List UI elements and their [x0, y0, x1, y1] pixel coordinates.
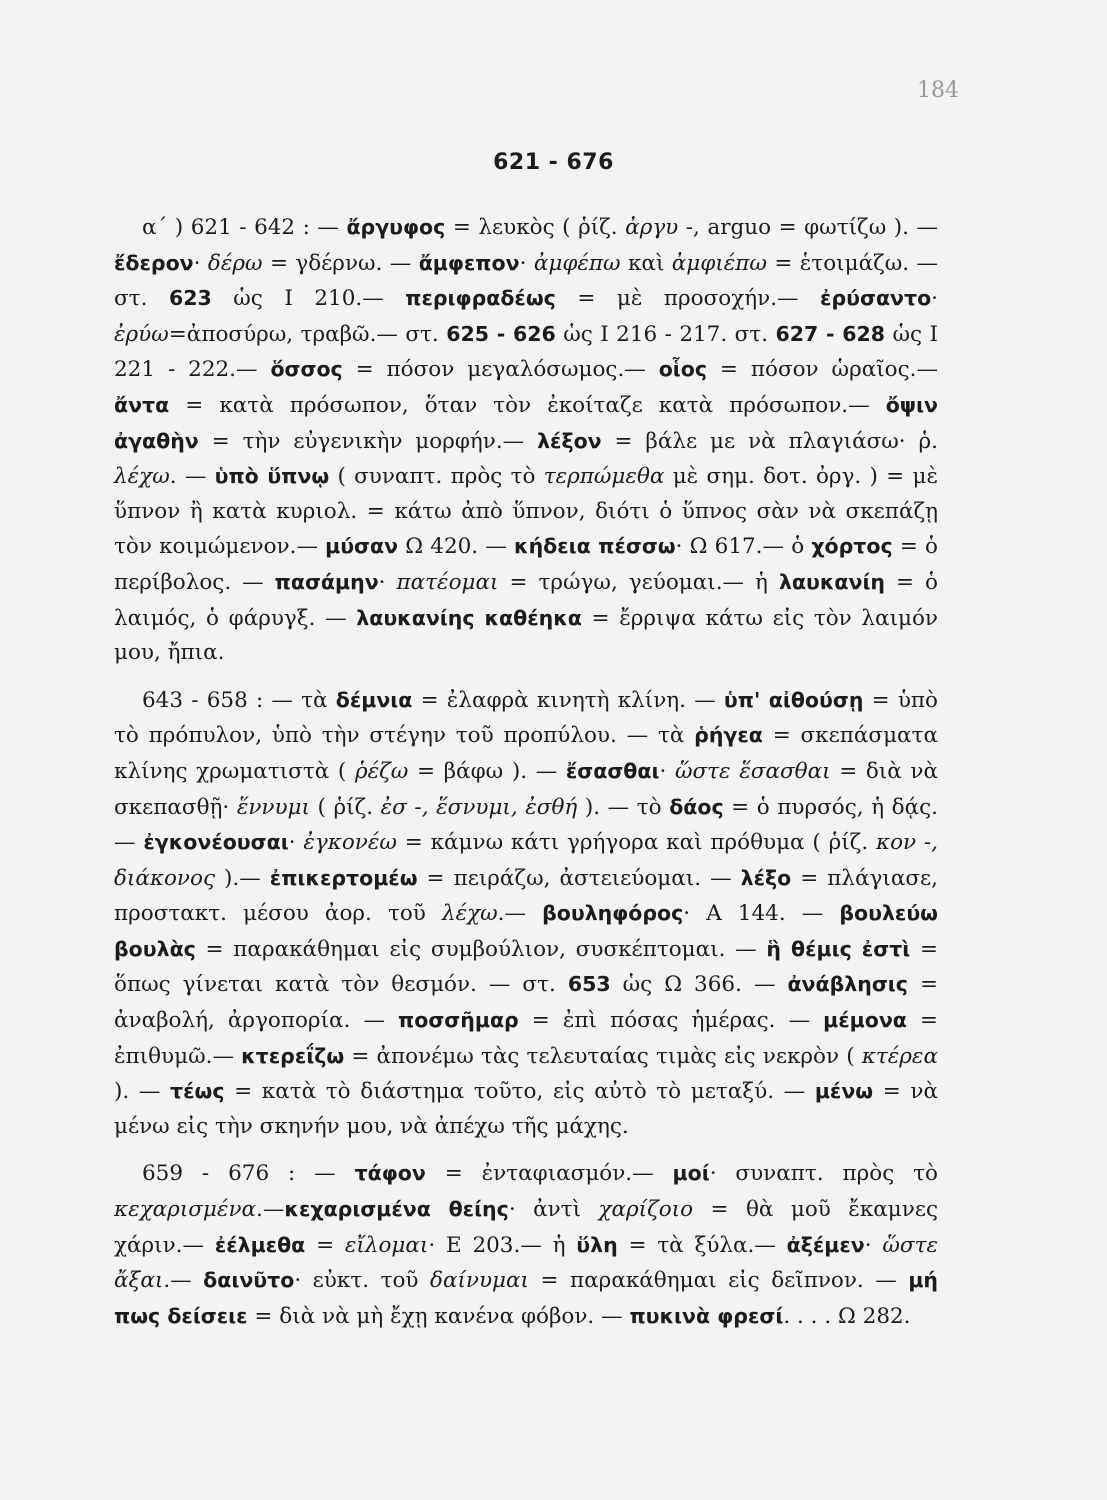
headword: ἣ θέμις ἐστὶ	[766, 936, 911, 961]
headword: 627 - 628	[775, 321, 886, 346]
gloss-text: · Ω 617.— ὁ	[675, 534, 812, 560]
gloss-text: = διὰ νὰ μὴ ἔχῃ κανένα φόβον. —	[247, 1303, 630, 1329]
gloss-text: ὡς Ι 216 - 217. στ.	[555, 321, 776, 347]
gloss-text: · ἀντὶ	[508, 1197, 599, 1223]
headword: λαυκανίης καθέηκα	[356, 605, 582, 630]
gloss-text: = πόσον ὡραῖος.—	[707, 357, 938, 383]
headword: βουλεύω βουλὰς	[114, 901, 938, 961]
italic-term: κτέρεα	[861, 1043, 938, 1069]
gloss-text: = πλάγιασε, προστακτ. μέσου ἀορ. τοῦ	[114, 865, 939, 927]
italic-term: εἴλομαι	[344, 1232, 429, 1258]
gloss-text: = μὲ προσοχήν.—	[555, 286, 821, 312]
headword: ἄντα	[114, 392, 170, 417]
gloss-text: = βάλε με νὰ πλαγιάσω· ῥ.	[601, 428, 938, 454]
gloss-text: · εὐκτ. τοῦ	[294, 1268, 430, 1294]
italic-term: πατέομαι	[396, 569, 499, 595]
headword: οἷος	[658, 357, 708, 382]
gloss-text: = πειράζω, ἀστειεύομαι. —	[417, 865, 741, 891]
headword: μένω	[814, 1079, 874, 1104]
paragraph	[114, 683, 938, 1145]
headword: πυκινὰ φρεσί	[629, 1303, 784, 1328]
commentary-text	[114, 210, 938, 1334]
gloss-text: ὡς Ω 366. —	[610, 972, 788, 998]
gloss-text: = ἀπονέμω τὰς τελευταίας τιμὰς εἰς νεκρὸν (	[344, 1043, 862, 1069]
headword: κήδεια πέσσω	[514, 534, 676, 559]
headword: ἀνάβλησις	[787, 972, 908, 997]
gloss-text: = ὅπως γίνεται κατὰ τὸν θεσμόν. — στ.	[114, 936, 938, 998]
headword: ἐγκονέουσαι	[143, 830, 289, 855]
gloss-text: ). —	[114, 1079, 171, 1105]
gloss-text: ·	[519, 250, 534, 276]
headword: ἔδερον	[114, 250, 194, 275]
gloss-text: = νὰ μένω εἰς τὴν σκηνήν μου, νὰ ἀπέχω τῆς μάχης.	[114, 1079, 938, 1139]
headword: ἄμφεπον	[418, 250, 520, 275]
gloss-text: .—	[497, 901, 543, 927]
gloss-text: = ἐνταφιασμόν.—	[425, 1161, 673, 1187]
gloss-text: . —	[169, 464, 215, 490]
gloss-text: = ἐπὶ πόσας ἡμέρας. —	[518, 1008, 824, 1034]
gloss-text: = γδέρνω. —	[262, 250, 419, 276]
gloss-text: 643 - 658 : — τὰ	[142, 687, 336, 713]
gloss-text: = πόσον μεγαλόσωμος.—	[342, 357, 659, 383]
headword: λέξο	[740, 865, 792, 890]
gloss-text: = κατὰ πρόσωπον, ὅταν τὸν ἐκοίταζε κατὰ πρόσωπον.—	[169, 392, 886, 418]
gloss-text: = ἀναβολή, ἀργοπορία. —	[114, 972, 938, 1034]
headword: ῥήγεα	[694, 723, 763, 748]
gloss-text: = ἐπιθυμῶ.—	[114, 1008, 938, 1069]
headword: περιφραδέως	[405, 286, 556, 311]
italic-term: ὥστε ἕσασθαι	[674, 758, 831, 784]
gloss-text: α΄ ) 621 - 642 : —	[142, 215, 347, 240]
italic-term: ὥστε ἄξαι	[114, 1232, 939, 1294]
gloss-text: ὡς Ι 210.—	[211, 286, 406, 312]
headword: χόρτος	[811, 534, 893, 559]
italic-term: λέχω	[441, 901, 498, 927]
gloss-text: = βάφω ). —	[408, 758, 566, 784]
gloss-text: · Α 144. —	[683, 901, 840, 927]
italic-term: κον -, διάκονος	[114, 830, 939, 891]
gloss-text: = τὴν εὐγενικὴν μορφήν.—	[198, 428, 538, 454]
headword: ἐέλμεθα	[214, 1232, 306, 1257]
headword: τέως	[170, 1079, 225, 1104]
headword: μοί	[672, 1161, 710, 1186]
gloss-text: .—	[163, 1268, 204, 1294]
headword: ποσσῆμαρ	[398, 1008, 519, 1033]
gloss-text: ·	[378, 569, 397, 595]
headword: πασάμην	[274, 569, 379, 594]
italic-term: ῥέζω	[354, 758, 409, 784]
italic-term: δαίνυμαι	[430, 1268, 529, 1294]
italic-term: δέρω	[207, 250, 263, 276]
gloss-text: = κάμνω κάτι γρήγορα καὶ πρόθυμα ( ῥίζ.	[396, 830, 876, 856]
headword: 653	[567, 972, 611, 997]
headword: ἄργυφος	[346, 215, 446, 239]
gloss-text: = παρακάθημαι εἰς συμβούλιον, συσκέπτομαι. —	[195, 936, 767, 962]
gloss-text: ὡς Ι 221 - 222.—	[114, 321, 938, 383]
gloss-text: = τὰ ξύλα.—	[617, 1232, 787, 1258]
gloss-text: = ὁ λαιμός, ὁ φάρυγξ. —	[114, 569, 938, 631]
gloss-text: 659 - 676 : —	[142, 1161, 355, 1187]
gloss-text: ·	[931, 286, 938, 312]
gloss-text: . . . . Ω 282.	[783, 1303, 911, 1329]
gloss-text: μὲ σημ. δοτ. ὀργ. ) = μὲ ὕπνον ἢ κατὰ κυριολ. = κάτω ἀπὸ ὕπνον, διότι ὁ ὕπνος σὰν νὰ σκεπάζῃ τὸν κοιμώμενον.—	[114, 464, 938, 560]
headword: δαινῦτο	[203, 1268, 295, 1293]
gloss-text: ·	[659, 758, 675, 784]
gloss-text: = ἔρριψα κάτω εἰς τὸν λαιμόν μου, ἤπια.	[114, 605, 938, 666]
gloss-text: = παρακάθημαι εἰς δεῖπνον. —	[528, 1268, 909, 1294]
gloss-text: = ἑτοιμάζω. — στ.	[114, 250, 939, 312]
headword: ἔσασθαι	[565, 758, 660, 783]
headword: κεχαρισμένα θείης	[284, 1197, 509, 1222]
italic-term: ἐρύω	[114, 321, 169, 347]
gloss-text: ). — τὸ	[577, 794, 670, 820]
gloss-text: = ὑπὸ τὸ πρόπυλον, ὑπὸ τὴν στέγην τοῦ προπύλου. — τὰ	[114, 687, 938, 749]
headword: 625 - 626	[446, 321, 556, 346]
headword: ἐρύσαντο	[820, 286, 932, 311]
paragraph	[114, 210, 938, 671]
page-number: 184	[917, 78, 959, 103]
page-heading: 621 - 676	[493, 150, 614, 175]
gloss-text: ( ῥίζ.	[309, 794, 381, 820]
gloss-text: ).—	[215, 865, 270, 891]
headword: μύσαν	[325, 534, 399, 559]
headword: ὅσσος	[270, 357, 343, 382]
italic-term: ἀργυ	[625, 215, 679, 240]
gloss-text: ( συναπτ. πρὸς τὸ	[329, 464, 544, 490]
gloss-text: = ὁ πυρσός, ἡ δᾴς.—	[114, 794, 938, 856]
headword: τάφον	[354, 1161, 426, 1186]
italic-term: ἕννυμι	[236, 794, 310, 820]
italic-term: ἐγκονέω	[303, 830, 397, 856]
gloss-text: ·	[864, 1232, 883, 1258]
gloss-text: · Ε 203.— ἡ	[428, 1232, 577, 1258]
italic-term: κεχαρισμένα	[114, 1197, 257, 1223]
headword: λαυκανίη	[778, 569, 886, 594]
gloss-text: καὶ	[620, 250, 672, 276]
headword: ὕλη	[576, 1232, 618, 1257]
italic-term: τερπώμεθα	[543, 464, 665, 490]
gloss-text: · συναπτ. πρὸς τὸ	[709, 1161, 938, 1187]
gloss-text: ·	[193, 250, 208, 276]
headword: ὑπ' αἰθούσῃ	[723, 687, 864, 712]
gloss-text: = τρώγω, γεύομαι.— ἡ	[498, 569, 779, 595]
gloss-text: =	[305, 1232, 345, 1258]
gloss-text: = λευκὸς ( ῥίζ.	[445, 215, 626, 240]
gloss-text: = σκεπάσματα κλίνης χρωματιστὰ (	[114, 723, 938, 784]
gloss-text: = θὰ μοῦ ἔκαμνες χάριν.—	[114, 1197, 938, 1258]
headword: μέμονα	[823, 1008, 907, 1033]
italic-term: χαρίζοιο	[598, 1197, 694, 1223]
italic-term: ἀμφιέπω	[671, 250, 767, 276]
headword: ὄψιν ἀγαθὴν	[114, 392, 938, 453]
headword: βουληφόρος	[542, 901, 684, 926]
italic-term: ἐσ -, ἕσνυμι, ἐσθή	[380, 794, 578, 820]
gloss-text: = ὁ περίβολος. —	[114, 534, 938, 595]
headword: δέμνια	[335, 687, 413, 712]
gloss-text: -, arguo = φωτίζω ). —	[678, 215, 939, 240]
gloss-text: = διὰ νὰ σκεπασθῇ·	[114, 758, 939, 820]
gloss-text: = κατὰ τὸ διάστημα τοῦτο, εἰς αὐτὸ τὸ μεταξύ. —	[224, 1079, 815, 1105]
headword: ἐπικερτομέω	[269, 865, 418, 890]
gloss-text: Ω 420. —	[398, 534, 515, 560]
gloss-text: ·	[288, 830, 304, 856]
gloss-text: = ἐλαφρὰ κινητὴ κλίνη. —	[412, 687, 724, 713]
gloss-text: =ἀποσύρω, τραβῶ.— στ.	[168, 321, 447, 347]
headword: 623	[168, 286, 212, 311]
headword: λέξον	[537, 428, 602, 453]
headword: μή πως δείσειε	[114, 1268, 938, 1328]
headword: δάος	[669, 794, 724, 819]
headword: ὑπὸ ὕπνῳ	[214, 464, 330, 489]
headword: κτερεΐζω	[241, 1043, 345, 1068]
italic-term: ἀμφέπω	[533, 250, 621, 276]
headword: ἀξέμεν	[786, 1232, 865, 1257]
gloss-text: .—	[256, 1197, 285, 1223]
paragraph	[114, 1156, 938, 1334]
italic-term: λέχω	[114, 464, 170, 490]
